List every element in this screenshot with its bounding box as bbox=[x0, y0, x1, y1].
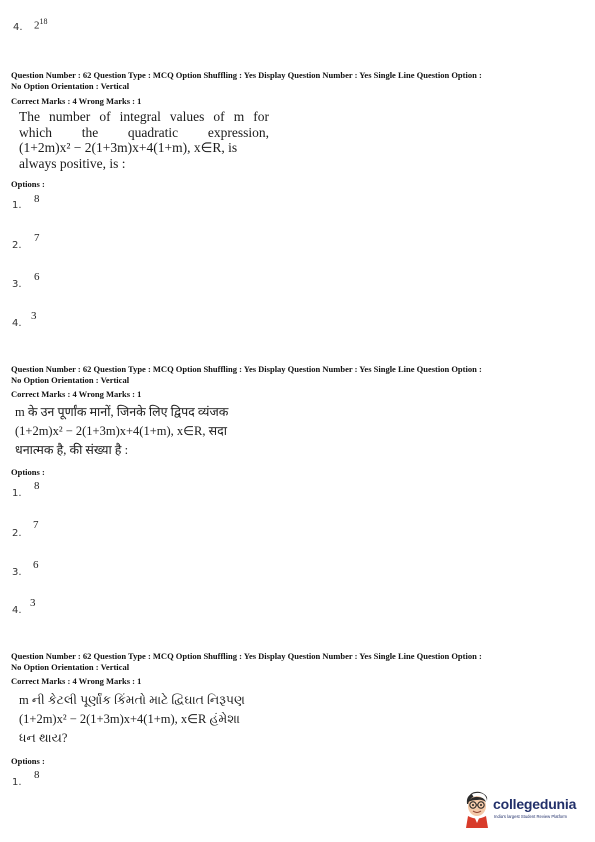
option-value[interactable]: 8 bbox=[34, 193, 40, 205]
options-label: Options : bbox=[11, 467, 45, 477]
option-number: 2. bbox=[12, 240, 22, 251]
question-line: always positive, is : bbox=[19, 155, 126, 171]
option-number: 4. bbox=[12, 605, 22, 616]
logo-tagline: India's largest Student Review Platform bbox=[494, 814, 567, 819]
question-line: ધન થાય? bbox=[19, 731, 68, 745]
question-meta bbox=[11, 651, 482, 672]
options-label: Options : bbox=[11, 756, 45, 766]
option-value[interactable]: 8 bbox=[34, 769, 40, 781]
power-exponent: 18 bbox=[39, 17, 48, 26]
option-number: 1. bbox=[12, 488, 22, 499]
options-label: Options : bbox=[11, 179, 45, 189]
question-line: The number of integral values of m for bbox=[19, 109, 269, 124]
meta-line-1: Question Number : 62 Question Type : MCQ Option Shuffling : Yes Display Question Number : Yes Single Line Question Option : bbox=[11, 364, 482, 374]
option-number: 1. bbox=[12, 777, 22, 788]
option-number: 3. bbox=[12, 279, 22, 290]
option-value[interactable]: 8 bbox=[34, 480, 40, 492]
marks-info: Correct Marks : 4 Wrong Marks : 1 bbox=[11, 96, 142, 106]
option-number: 1. bbox=[12, 200, 22, 211]
question-line: (1+2m)x² − 2(1+3m)x+4(1+m), x∈R હંમેશા bbox=[19, 712, 240, 726]
option-value[interactable]: 7 bbox=[34, 232, 40, 244]
question-text bbox=[19, 109, 269, 171]
question-line: m ની કેટલી પૂર્ણાંક કિંમતો માટે દ્વિઘાત નિરૂપણ bbox=[19, 693, 245, 707]
meta-line-2: No Option Orientation : Vertical bbox=[11, 80, 130, 91]
meta-line-2: No Option Orientation : Vertical bbox=[11, 661, 130, 672]
question-text bbox=[19, 691, 279, 748]
option-value[interactable]: 6 bbox=[33, 559, 39, 571]
option-value bbox=[34, 17, 48, 32]
question-line: (1+2m)x² − 2(1+3m)x+4(1+m), x∈R, सदा bbox=[15, 424, 227, 438]
meta-line-1: Question Number : 62 Question Type : MCQ Option Shuffling : Yes Display Question Number : Yes Single Line Question Option : bbox=[11, 70, 482, 80]
collegedunia-logo bbox=[462, 790, 590, 830]
question-meta bbox=[11, 70, 482, 91]
question-line: धनात्मक है, की संख्या है : bbox=[15, 443, 129, 457]
power-base: 2 bbox=[34, 19, 40, 32]
question-line: (1+2m)x² − 2(1+3m)x+4(1+m), x∈R, is bbox=[19, 140, 238, 155]
option-number: 3. bbox=[12, 567, 22, 578]
meta-line-2: No Option Orientation : Vertical bbox=[11, 374, 130, 385]
meta-line-1: Question Number : 62 Question Type : MCQ Option Shuffling : Yes Display Question Number : Yes Single Line Question Option : bbox=[11, 651, 482, 661]
marks-info: Correct Marks : 4 Wrong Marks : 1 bbox=[11, 389, 142, 399]
question-text bbox=[15, 403, 275, 460]
option-value[interactable]: 3 bbox=[31, 310, 37, 322]
option-number: 4. bbox=[12, 318, 22, 329]
logo-wordmark: collegedunia bbox=[493, 796, 577, 812]
option-number: 2. bbox=[12, 528, 22, 539]
question-meta bbox=[11, 364, 482, 385]
marks-info: Correct Marks : 4 Wrong Marks : 1 bbox=[11, 676, 142, 686]
option-number: 4. bbox=[13, 22, 23, 33]
option-value[interactable]: 6 bbox=[34, 271, 40, 283]
option-value[interactable]: 3 bbox=[30, 597, 36, 609]
mascot-icon bbox=[462, 790, 492, 828]
question-line: m के उन पूर्णांक मानों, जिनके लिए द्विपद व्यंजक bbox=[15, 405, 229, 419]
option-value[interactable]: 7 bbox=[33, 519, 39, 531]
question-line: which the quadratic expression, bbox=[19, 124, 269, 140]
